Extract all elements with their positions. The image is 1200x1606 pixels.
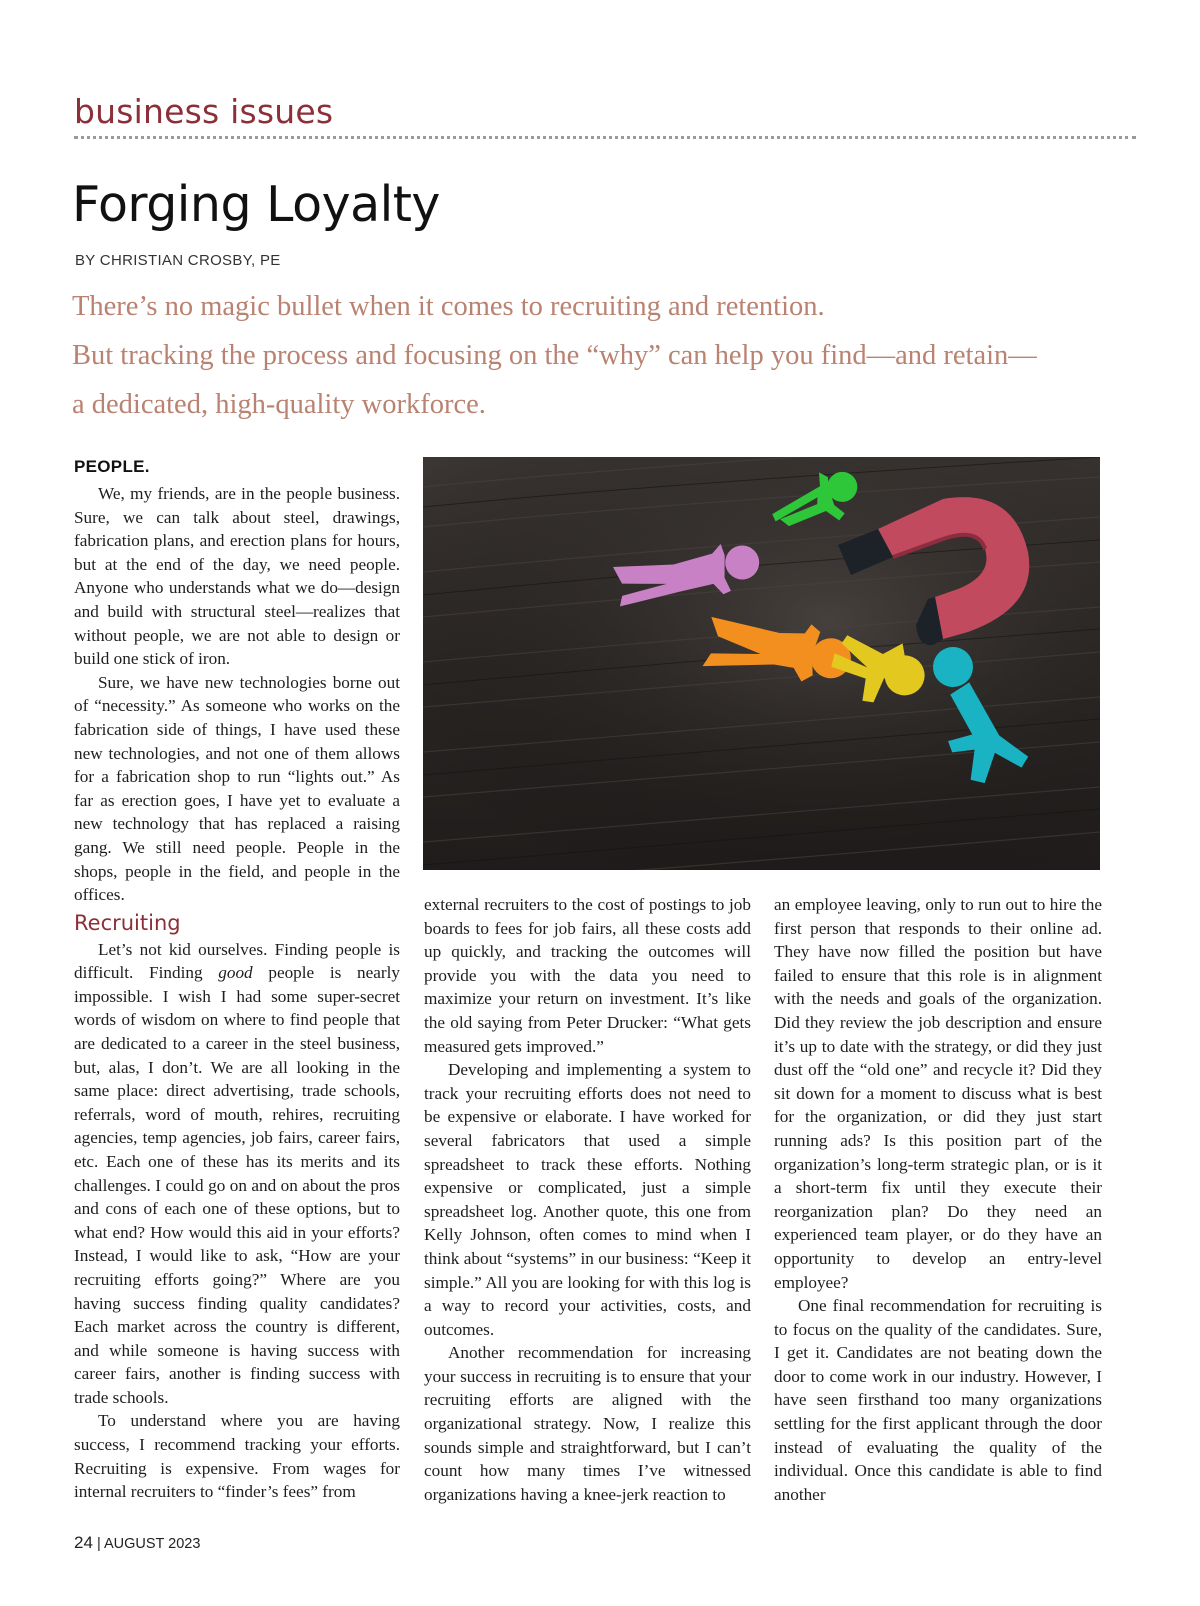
dotted-divider (74, 136, 1136, 139)
article-column-1b (74, 912, 400, 1504)
paragraph: Sure, we have new technologies borne out of “necessity.” As someone who works on the fabrication side of things, I have used these new technologies, and not one of them allows for a fabrication shop to run “lights out.” As far as erection goes, I have yet to evaluate a new technology that has replaced a raising gang. We still need people. People in the shops, people in the field, and people in the offices. (74, 672, 400, 905)
emphasis: good (218, 963, 253, 983)
section-label: business issues (74, 92, 334, 131)
paragraph: Let’s not kid ourselves. Finding people is difficult. Finding good people is nearly impossible. I wish I had some super-secret words of wisdom on where to find people that are dedicated to a career in the steel business, but, alas, I don’t. We are all looking in the same place: direct advertising, trade schools, referrals, word of mouth, rehires, recruiting agencies, temp agencies, job fairs, career fairs, etc. Each one of these has its merits and its challenges. I could go on and on about the pros and cons of each one of these options, but to what end? How would this aid in your efforts? Instead, I would like to ask, “How are your recruiting efforts going?” Where are you having success finding quality candidates? Each market across the country is different, and while someone is having success with career fairs, another is finding success with trade schools. (74, 939, 400, 1407)
paragraph: external recruiters to the cost of postings to job boards to fees for job fairs, all these costs add up quickly, and tracking the outcomes will provide you with the data you need to maximize your return on investment. It’s like the old saying from Peter Drucker: “What gets measured gets improved.” (424, 895, 751, 1056)
footer-separator: | (96, 1536, 101, 1552)
article-column-1a (74, 474, 400, 907)
page-number: 24 (74, 1533, 93, 1552)
article-title: Forging Loyalty (72, 176, 440, 233)
paragraph: We, my friends, are in the people business. Sure, we can talk about steel, drawings, fabrication plans, and erection plans for hours, but at the end of the day, we need people. Anyone who understands what we do—design and build with structural steel—realizes that without people, we are not able to design or build one stick of iron. (74, 484, 400, 669)
magnet-people-illustration (423, 457, 1100, 870)
paragraph: an employee leaving, only to run out to hire the first person that responds to their online ad. They have now filled the position but have failed to ensure that this role is in alignment with the needs and goals of the organization. Did they review the job description and ensure it’s up to date with the strategy, or did they just dust off the “old one” and recycle it? Did they sit down for a moment to discuss what is best for the organization, or did they just start running ads? Is this position part of the organization’s long-term strategic plan, or is it a short-term fix until they execute their reorganization plan? Do they need an experienced team player, or do they have an opportunity to develop an entry-level employee? (774, 895, 1102, 1292)
paragraph: Developing and implementing a system to track your recruiting efforts does not need to be expensive or elaborate. I have worked for several fabricators that used a simple spreadsheet to track these efforts. Nothing expensive or complicated, just a simple spreadsheet log. Another quote, this one from Kelly Johnson, often comes to mind when I think about “systems” in our business: “Keep it simple.” All you are looking for with this log is a way to record your activities, costs, and outcomes. (424, 1060, 751, 1339)
deck-line: But tracking the process and focusing on the “why” can help you find—and retain— (72, 340, 1037, 371)
article-deck (72, 282, 1152, 429)
paragraph: Another recommendation for increasing your success in recruiting is to ensure that your recruiting efforts are aligned with the organizational strategy. Now, I realize this sounds simple and straightforward, but I can’t count how many times I’ve witnessed organizations having a knee-jerk reaction to (424, 1343, 751, 1504)
article-column-2 (424, 893, 751, 1506)
paragraph: To understand where you are having success, I recommend tracking your efforts. Recruiting is expensive. From wages for internal recruiters to “finder’s fees” from (74, 1411, 400, 1502)
issue-date: AUGUST 2023 (103, 1536, 201, 1552)
lead-in-heading: PEOPLE. (74, 457, 150, 476)
article-photo (423, 457, 1100, 870)
paragraph: One final recommendation for recruiting is to focus on the quality of the candidates. Sure, I get it. Candidates are not beating down the door to come work in our industry. However, I have seen firsthand too many organizations settling for the first applicant through the door instead of evaluating the quality of the individual. Once this candidate is able to find another (774, 1296, 1102, 1504)
deck-line: a dedicated, high-quality workforce. (72, 389, 486, 420)
deck-line: There’s no magic bullet when it comes to recruiting and retention. (72, 291, 825, 322)
subhead-recruiting: Recruiting (74, 911, 181, 935)
article-column-3 (774, 893, 1102, 1506)
byline: BY CHRISTIAN CROSBY, PE (75, 252, 281, 269)
page-footer (74, 1533, 200, 1553)
